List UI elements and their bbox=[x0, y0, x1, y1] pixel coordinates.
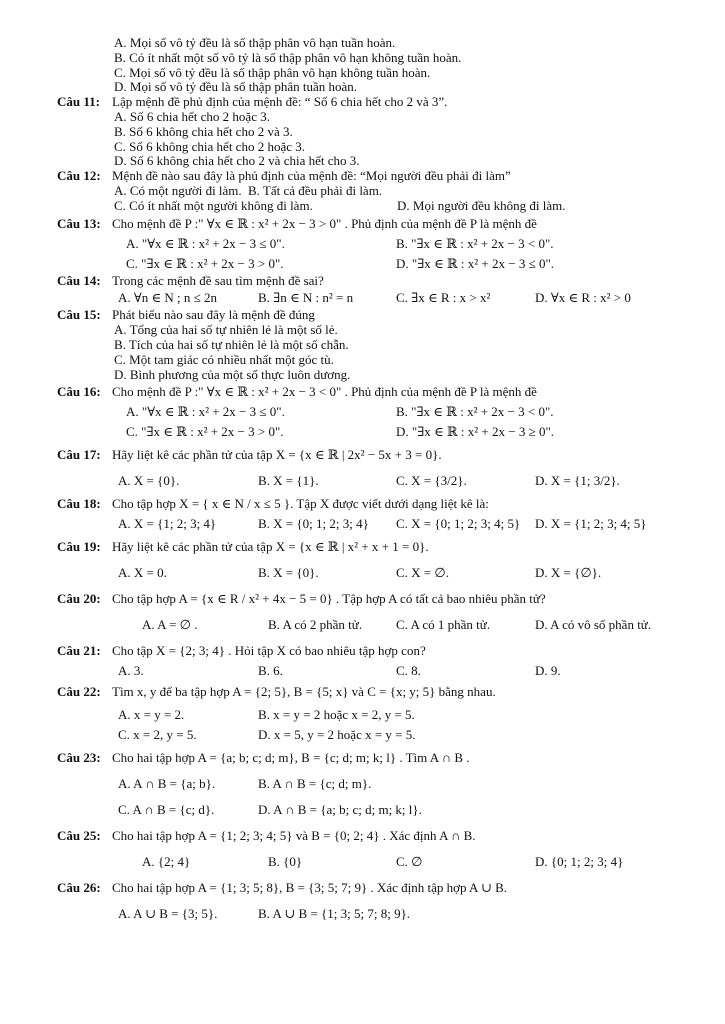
question-label: Câu 12: bbox=[57, 168, 101, 184]
question-label: Câu 11: bbox=[57, 94, 100, 110]
option-row: A. A ∪ B = {3; 5}. B. A ∪ B = {1; 3; 5; 7; 8; 9}. bbox=[118, 906, 411, 922]
worksheet-page bbox=[0, 36, 725, 927]
question-stem: Hãy liệt kê các phần tử của tập X = {x ∈ ℝ | x² + x + 1 = 0}. bbox=[112, 539, 429, 555]
pre-option-d: D. Mọi số vô tỷ đều là số thập phân tuần hoàn. bbox=[114, 79, 357, 95]
option: C. Số 6 không chia hết cho 2 hoặc 3. bbox=[114, 138, 305, 154]
option-row: A. A = ∅ . B. A có 2 phần tử. C. A có 1 phần tử. D. A có vô số phần tử. bbox=[142, 617, 652, 633]
option-row: A. X = {0}. B. X = {1}. C. X = {3/2}. D. X = {1; 3/2}. bbox=[118, 473, 620, 489]
question-stem: Cho hai tập hợp A = {1; 3; 5; 8}, B = {3; 5; 7; 9} . Xác định tập hợp A ∪ B. bbox=[112, 880, 508, 896]
question-stem: Cho mệnh đề P :" ∀x ∈ ℝ : x² + 2x − 3 < 0" . Phủ định của mệnh đề P là mệnh đề bbox=[112, 384, 537, 400]
option: A. Số 6 chia hết cho 2 hoặc 3. bbox=[114, 108, 270, 124]
option-row: C. x = 2, y = 5. D. x = 5, y = 2 hoặc x = y = 5. bbox=[118, 727, 416, 743]
pre-option-a: A. Mọi số vô tỷ đều là số thập phân vô hạn tuần hoàn. bbox=[114, 35, 396, 50]
option: A. Tổng của hai số tự nhiên lẻ là một số lẻ. bbox=[114, 322, 338, 338]
option-row: A. "∀x ∈ ℝ : x² + 2x − 3 ≤ 0". B. "∃x ∈ ℝ : x² + 2x − 3 < 0". bbox=[126, 404, 554, 420]
question-label: Câu 17: bbox=[57, 447, 101, 463]
question-stem: Cho tập hợp A = {x ∈ R / x² + 4x − 5 = 0} . Tập hợp A có tất cả bao nhiêu phần tử? bbox=[112, 591, 546, 607]
pre-option-c: C. Mọi số vô tỷ đều là số thập phân vô hạn không tuần hoàn. bbox=[114, 64, 431, 80]
option-row: A. {2; 4} B. {0} C. ∅ D. {0; 1; 2; 3; 4} bbox=[142, 854, 624, 870]
question-14 bbox=[0, 274, 725, 289]
question-label: Câu 22: bbox=[57, 684, 101, 700]
option-row: C. "∃x ∈ ℝ : x² + 2x − 3 > 0". D. "∃x ∈ ℝ : x² + 2x − 3 ≤ 0". bbox=[126, 255, 555, 271]
question-label: Câu 16: bbox=[57, 384, 101, 400]
question-stem: Cho tập X = {2; 3; 4} . Hỏi tập X có bao nhiêu tập hợp con? bbox=[112, 643, 426, 659]
question-16 bbox=[0, 382, 725, 402]
option-row: C. "∃x ∈ ℝ : x² + 2x − 3 > 0". D. "∃x ∈ ℝ : x² + 2x − 3 ≥ 0". bbox=[126, 424, 555, 440]
question-stem: Tìm x, y để ba tập hợp A = {2; 5}, B = {5; x} và C = {x; y; 5} bằng nhau. bbox=[112, 684, 496, 700]
question-label: Câu 19: bbox=[57, 539, 101, 555]
question-stem: Cho mệnh đề P :" ∀x ∈ ℝ : x² + 2x − 3 > 0" . Phủ định của mệnh đề P là mệnh đề bbox=[112, 215, 537, 231]
question-26 bbox=[0, 875, 725, 901]
pre-option-b: B. Có ít nhất một số vô tỷ là số thập phân vô hạn không tuần hoàn. bbox=[114, 49, 462, 65]
option-row: A. X = {1; 2; 3; 4} B. X = {0; 1; 2; 3; 4} C. X = {0; 1; 2; 3; 4; 5} D. X = {1; 2; 3; 4; 5} bbox=[118, 516, 647, 532]
option-row: A. A ∩ B = {a; b}. B. A ∩ B = {c; d; m}. bbox=[118, 776, 372, 792]
question-13 bbox=[0, 214, 725, 234]
option-row: A. ∀n ∈ N ; n ≤ 2n B. ∃n ∈ N : n² = n C. ∃x ∈ R : x > x² D. ∀x ∈ R : x² > 0 bbox=[118, 290, 631, 306]
option-row: A. "∀x ∈ ℝ : x² + 2x − 3 ≤ 0". B. "∃x ∈ ℝ : x² + 2x − 3 < 0". bbox=[126, 235, 554, 251]
question-stem: Cho hai tập hợp A = {a; b; c; d; m}, B = {c; d; m; k; l} . Tìm A ∩ B . bbox=[112, 750, 470, 766]
question-11 bbox=[0, 95, 725, 110]
option-row: A. X = 0. B. X = {0}. C. X = ∅. D. X = {∅}. bbox=[118, 565, 602, 581]
question-stem: Cho hai tập hợp A = {1; 2; 3; 4; 5} và B = {0; 2; 4} . Xác định A ∩ B. bbox=[112, 828, 476, 844]
question-12 bbox=[0, 169, 725, 184]
option-row: A. Có một người đi làm. B. Tất cả đều phải đi làm. bbox=[114, 182, 383, 198]
question-15 bbox=[0, 308, 725, 323]
option: B. Số 6 không chia hết cho 2 và 3. bbox=[114, 123, 293, 139]
question-label: Câu 18: bbox=[57, 496, 101, 512]
question-21 bbox=[0, 638, 725, 664]
question-18 bbox=[0, 494, 725, 514]
option: C. Một tam giác có nhiều nhất một góc tù. bbox=[114, 351, 334, 367]
question-stem: Hãy liệt kê các phần tử của tập X = {x ∈ ℝ | 2x² − 5x + 3 = 0}. bbox=[112, 447, 442, 463]
question-stem: Cho tập hợp X = { x ∈ N / x ≤ 5 }. Tập X được viết dưới dạng liệt kê là: bbox=[112, 496, 489, 512]
question-stem: Trong các mệnh đề sau tìm mệnh đề sai? bbox=[112, 272, 324, 288]
option-row: A. 3. B. 6. C. 8. D. 9. bbox=[118, 663, 561, 679]
option: B. Tích của hai số tự nhiên lẻ là một số chẵn. bbox=[114, 336, 349, 352]
option-row: C. Có ít nhất một người không đi làm. D. Mọi người đều không đi làm. bbox=[114, 197, 566, 213]
option-row: A. x = y = 2. B. x = y = 2 hoặc x = 2, y = 5. bbox=[118, 707, 415, 723]
question-label: Câu 26: bbox=[57, 880, 101, 896]
question-23 bbox=[0, 745, 725, 771]
question-label: Câu 14: bbox=[57, 272, 101, 288]
question-label: Câu 20: bbox=[57, 591, 101, 607]
question-20 bbox=[0, 586, 725, 612]
question-label: Câu 15: bbox=[57, 307, 101, 323]
option: D. Số 6 không chia hết cho 2 và chia hết cho 3. bbox=[114, 153, 360, 169]
option-row: C. A ∩ B = {c; d}. D. A ∩ B = {a; b; c; d; m; k; l}. bbox=[118, 802, 422, 818]
question-label: Câu 21: bbox=[57, 643, 101, 659]
question-22 bbox=[0, 679, 725, 705]
question-label: Câu 23: bbox=[57, 750, 101, 766]
question-label: Câu 13: bbox=[57, 215, 101, 231]
question-19 bbox=[0, 534, 725, 560]
question-label: Câu 25: bbox=[57, 828, 101, 844]
question-25 bbox=[0, 823, 725, 849]
question-stem: Phát biểu nào sau đây là mệnh đề đúng bbox=[112, 307, 315, 323]
question-17 bbox=[0, 442, 725, 468]
question-stem: Mệnh đề nào sau đây là phủ định của mệnh đề: “Mọi người đều phải đi làm” bbox=[112, 168, 511, 184]
question-stem: Lập mệnh đề phủ định của mệnh đề: “ Số 6 chia hết cho 2 và 3”. bbox=[112, 94, 448, 110]
option: D. Bình phương của một số thực luôn dương. bbox=[114, 366, 351, 382]
